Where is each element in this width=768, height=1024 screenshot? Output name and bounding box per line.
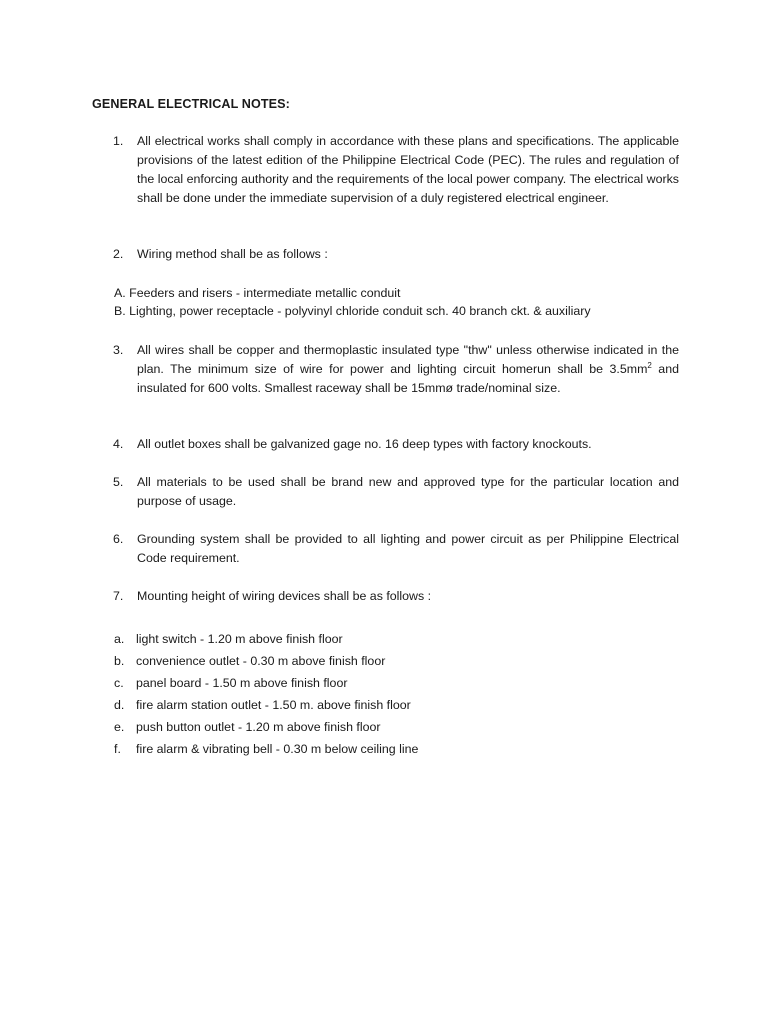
note-text: Wiring method shall be as follows :	[137, 247, 328, 261]
note-number: 1.	[113, 134, 124, 148]
item-letter: f.	[114, 742, 121, 756]
item-text: fire alarm & vibrating bell - 0.30 m below ceiling line	[136, 742, 419, 756]
wiring-method-a: A. Feeders and risers - intermediate metallic conduit	[114, 286, 401, 300]
note-1	[113, 132, 679, 208]
note-text: Mounting height of wiring devices shall be as follows :	[137, 589, 432, 603]
note-number: 2.	[113, 247, 124, 261]
note-number: 7.	[113, 589, 124, 603]
mounting-height-item	[114, 718, 634, 737]
note-text-part: and insulated for 600 volts. Smallest raceway shall be 15mmø trade/nominal size.	[137, 362, 679, 395]
item-letter: e.	[114, 720, 125, 734]
note-4	[113, 435, 679, 454]
note-3	[113, 341, 679, 398]
wiring-method-b: B. Lighting, power receptacle - polyvinyl chloride conduit sch. 40 branch ckt. & auxiliary	[114, 304, 591, 318]
item-text: panel board - 1.50 m above finish floor	[136, 676, 348, 690]
mounting-height-item	[114, 652, 634, 671]
note-text: Grounding system shall be provided to all lighting and power circuit as per Philippine Electrical Code requirement.	[137, 532, 679, 565]
item-text: light switch - 1.20 m above finish floor	[136, 632, 343, 646]
note-6	[113, 530, 679, 568]
item-letter: b.	[114, 654, 125, 668]
note-7	[113, 587, 679, 606]
item-letter: a.	[114, 632, 125, 646]
mounting-height-item	[114, 740, 634, 759]
note-2	[113, 245, 679, 264]
note-number: 6.	[113, 532, 124, 546]
item-letter: c.	[114, 676, 124, 690]
note-number: 5.	[113, 475, 124, 489]
note-text: All electrical works shall comply in accordance with these plans and specifications. The applicable provisions of the latest edition of the Philippine Electrical Code (PEC). The rules and regulation of the local enforcing authority and the requirements of the local power company. The electrical works shall be done under the immediate supervision of a duly registered electrical engineer.	[137, 134, 679, 205]
superscript: 2	[647, 360, 652, 370]
item-letter: d.	[114, 698, 125, 712]
note-number: 3.	[113, 343, 124, 357]
note-number: 4.	[113, 437, 124, 451]
mounting-height-item	[114, 674, 634, 693]
mounting-height-item	[114, 630, 634, 649]
mounting-height-item	[114, 696, 634, 715]
item-text: convenience outlet - 0.30 m above finish floor	[136, 654, 386, 668]
note-text: All materials to be used shall be brand new and approved type for the particular location and purpose of usage.	[137, 475, 679, 508]
note-5	[113, 473, 679, 511]
note-text: All outlet boxes shall be galvanized gage no. 16 deep types with factory knockouts.	[137, 437, 592, 451]
note-text	[137, 341, 679, 398]
page-title: GENERAL ELECTRICAL NOTES:	[92, 97, 290, 111]
item-text: push button outlet - 1.20 m above finish floor	[136, 720, 381, 734]
item-text: fire alarm station outlet - 1.50 m. above finish floor	[136, 698, 411, 712]
note-text-part: All wires shall be copper and thermoplastic insulated type "thw" unless otherwise indicated in the plan. The minimum size of wire for power and lighting circuit homerun shall be 3.5mm	[137, 343, 679, 376]
